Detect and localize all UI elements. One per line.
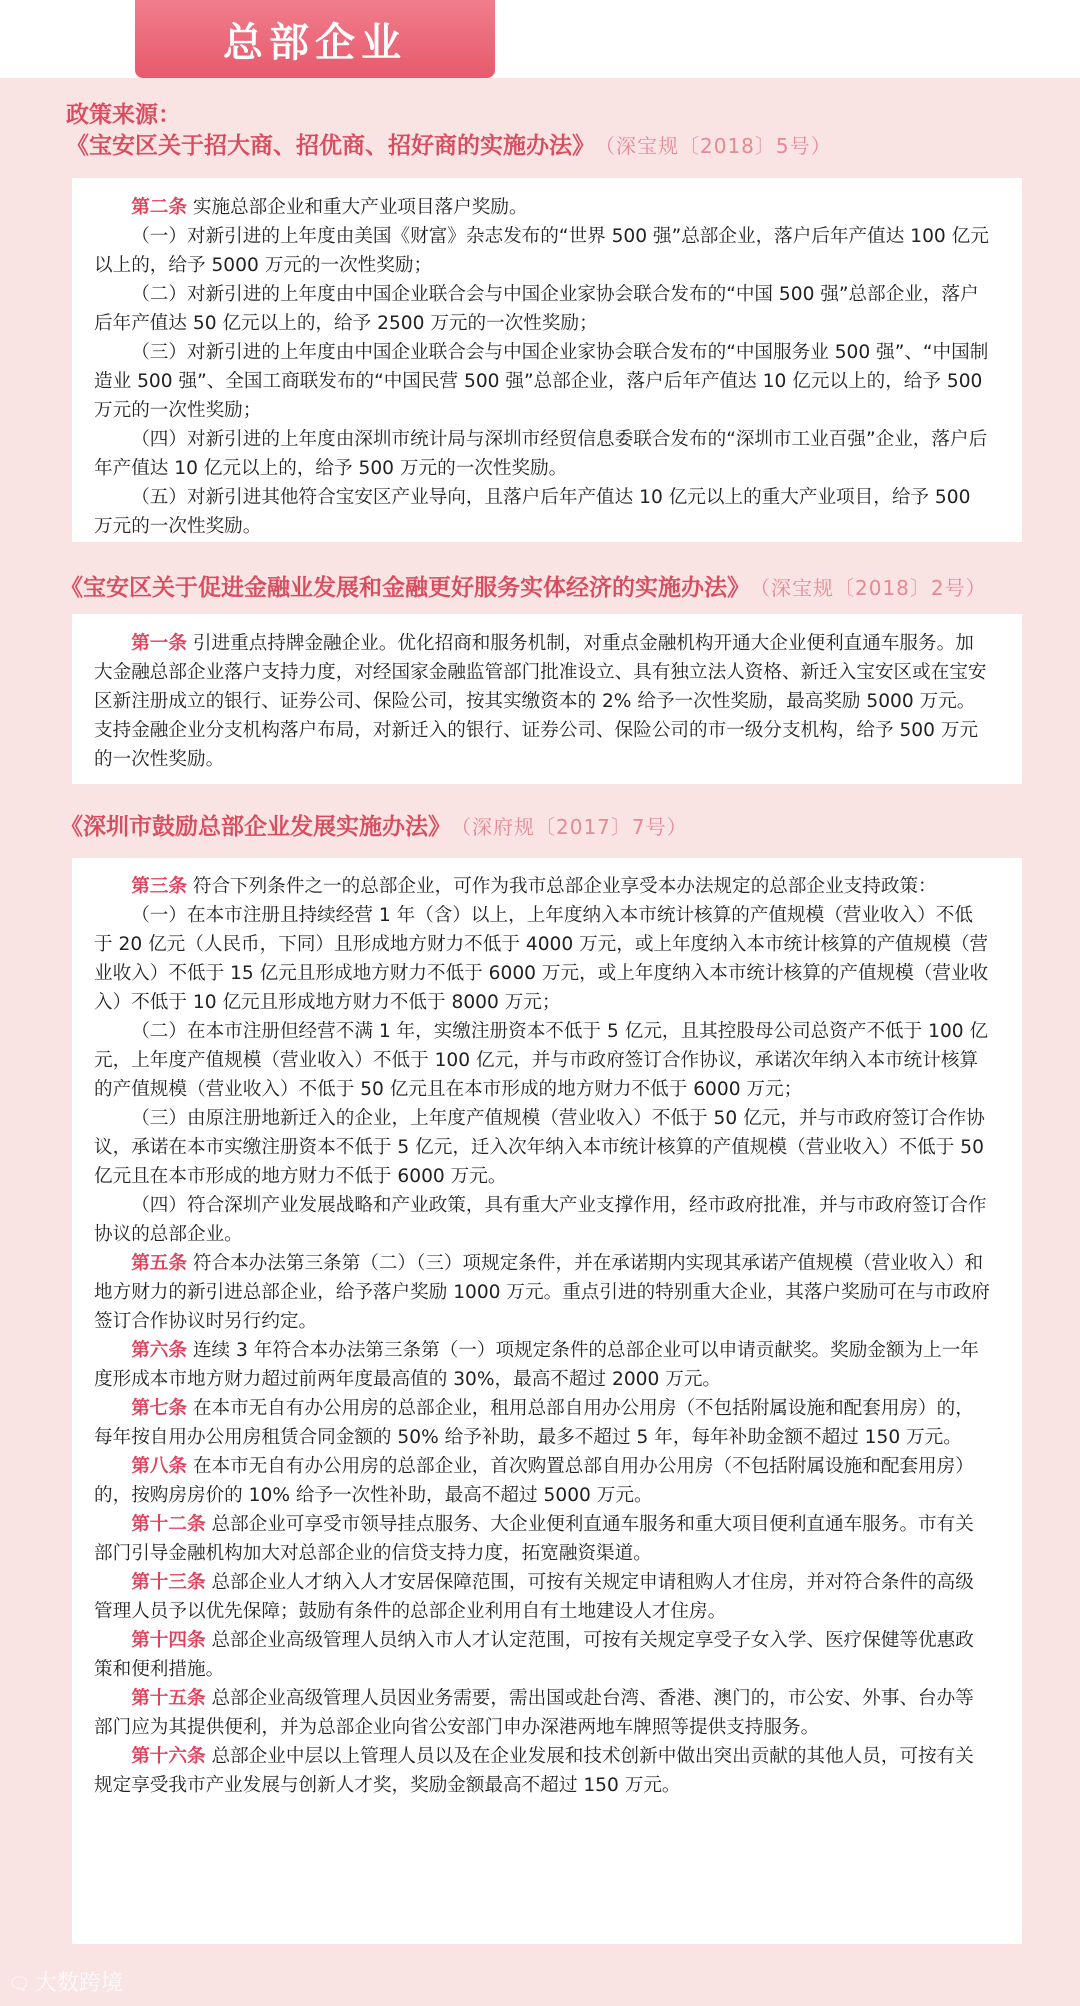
section-title: 《深圳市鼓励总部企业发展实施办法》 xyxy=(60,814,451,840)
clause-paragraph: （三）由原注册地新迁入的企业，上年度产值规模（营业收入）不低于 50 亿元，并与市政府签订合作协议，承诺在本市实缴注册资本不低于 5 亿元，迁入次年纳入本市统计核算的产值规模（营业收入）不低于 50 亿元且在本市形成的地方财力不低于 6000 万元。 xyxy=(94,1108,985,1187)
section-header-2 xyxy=(60,569,987,602)
section-doc-no: （深宝规〔2018〕2号） xyxy=(760,576,987,600)
article-paragraph xyxy=(94,1394,990,1452)
article-text: 在本市无自有办公用房的总部企业，租用总部自用办公用房（不包括附属设施和配套用房）的，每年按自用办公用房租赁合同金额的 50% 给予补助，最多不超过 5 年，每年补助金额不超过 150 万元。 xyxy=(94,1398,974,1448)
article-text: 总部企业可享受市领导挂点服务、大企业便利直通车服务和重大项目便利直通车服务。市有关部门引导金融机构加大对总部企业的信贷支持力度，拓宽融资渠道。 xyxy=(94,1514,974,1564)
article-paragraph xyxy=(94,1452,990,1510)
watermark-text: 大数跨境 xyxy=(34,1971,123,1996)
article-text: 总部企业高级管理人员纳入市人才认定范围，可按有关规定享受子女入学、医疗保健等优惠政策和便利措施。 xyxy=(94,1630,974,1680)
clause-paragraph: （五）对新引进其他符合宝安区产业导向，且落户后年产值达 10 亿元以上的重大产业项目，给予 500 万元的一次性奖励。 xyxy=(94,487,971,537)
article-number: 第十六条 xyxy=(131,1746,206,1767)
article-paragraph xyxy=(94,1742,990,1800)
section-doc-no: （深宝规〔2018〕5号） xyxy=(605,134,832,158)
section-header-1 xyxy=(66,127,832,160)
policy-label: 政策来源： xyxy=(66,102,181,128)
article-number: 第八条 xyxy=(131,1456,187,1477)
section-header-3 xyxy=(60,808,688,841)
clause-paragraph: （一）在本市注册且持续经营 1 年（含）以上，上年度纳入本市统计核算的产值规模（营业收入）不低于 20 亿元（人民币，下同）且形成地方财力不低于 4000 万元，或上年度纳入本市统计核算的产值规模（营业收入）不低于 15 亿元且形成地方财力不低于 6000 万元，或上年度纳入本市统计核算的产值规模（营业收入）不低于 10 亿元且形成地方财力不低于 8000 万元； xyxy=(94,905,989,1013)
article-text: 符合本办法第三条第（二）（三）项规定条件，并在承诺期内实现其承诺产值规模（营业收入）和地方财力的新引进总部企业，给予落户奖励 1000 万元。重点引进的特别重大企业，其落户奖励可在与市政府签订合作协议时另行约定。 xyxy=(94,1253,990,1332)
section-box-1 xyxy=(72,178,1022,542)
section-title: 《宝安区关于招大商、招优商、招好商的实施办法》 xyxy=(66,133,595,159)
article-text: 总部企业高级管理人员因业务需要，需出国或赴台湾、香港、澳门的，市公安、外事、台办等部门应为其提供便利，并为总部企业向省公安部门申办深港两地车牌照等提供支持服务。 xyxy=(94,1688,974,1738)
article-paragraph xyxy=(94,872,990,901)
article-number: 第十四条 xyxy=(131,1630,206,1651)
article-paragraph xyxy=(94,193,990,222)
article-paragraph xyxy=(94,1249,990,1336)
article-paragraph xyxy=(94,629,990,774)
section-doc-no: （深府规〔2017〕7号） xyxy=(461,815,688,839)
article-number: 第三条 xyxy=(131,876,187,897)
clause-paragraph: （三）对新引进的上年度由中国企业联合会与中国企业家协会联合发布的“中国服务业 500 强”、“中国制造业 500 强”、全国工商联发布的“中国民营 500 强”总部企业，落户后年产值达 10 亿元以上的，给予 500 万元的一次性奖励； xyxy=(94,342,989,421)
article-text: 总部企业中层以上管理人员以及在企业发展和技术创新中做出突出贡献的其他人员，可按有关规定享受我市产业发展与创新人才奖，奖励金额最高不超过 150 万元。 xyxy=(94,1746,974,1796)
article-paragraph xyxy=(94,1684,990,1742)
article-text: 连续 3 年符合本办法第三条第（一）项规定条件的总部企业可以申请贡献奖。奖励金额为上一年度形成本市地方财力超过前两年度最高值的 30%，最高不超过 2000 万元。 xyxy=(94,1340,979,1390)
article-number: 第七条 xyxy=(131,1398,187,1419)
article-number: 第六条 xyxy=(131,1340,187,1361)
article-number: 第十二条 xyxy=(131,1514,206,1535)
article-text: 总部企业人才纳入人才安居保障范围，可按有关规定申请租购人才住房，并对符合条件的高级管理人员予以优先保障；鼓励有条件的总部企业利用自有土地建设人才住房。 xyxy=(94,1572,974,1622)
clause-paragraph: （二）在本市注册但经营不满 1 年，实缴注册资本不低于 5 亿元，且其控股母公司总资产不低于 100 亿元，上年度产值规模（营业收入）不低于 100 亿元，并与市政府签订合作协议，承诺次年纳入本市统计核算的产值规模（营业收入）不低于 50 亿元且在本市形成的地方财力不低于 6000 万元； xyxy=(94,1021,989,1100)
watermark xyxy=(8,1966,123,1997)
article-number: 第二条 xyxy=(131,197,187,218)
clause-paragraph: （二）对新引进的上年度由中国企业联合会与中国企业家协会联合发布的“中国 500 强”总部企业，落户后年产值达 50 亿元以上的，给予 2500 万元的一次性奖励； xyxy=(94,284,979,334)
chat-bubble-icon: 🗨 xyxy=(8,1974,31,1995)
section-title: 《宝安区关于促进金融业发展和金融更好服务实体经济的实施办法》 xyxy=(60,575,750,601)
clause-paragraph: （一）对新引进的上年度由美国《财富》杂志发布的“世界 500 强”总部企业，落户后年产值达 100 亿元以上的，给予 5000 万元的一次性奖励； xyxy=(94,226,989,276)
article-text: 在本市无自有办公用房的总部企业，首次购置总部自用办公用房（不包括附属设施和配套用房）的，按购房房价的 10% 给予一次性补助，最高不超过 5000 万元。 xyxy=(94,1456,974,1506)
article-paragraph xyxy=(94,1510,990,1568)
article-paragraph xyxy=(94,1626,990,1684)
article-text: 引进重点持牌金融企业。优化招商和服务机制，对重点金融机构开通大企业便利直通车服务。加大金融总部企业落户支持力度，对经国家金融监管部门批准设立、具有独立法人资格、新迁入宝安区或在宝安区新注册成立的银行、证券公司、保险公司，按其实缴资本的 2% 给予一次性奖励，最高奖励 5000 万元。支持金融企业分支机构落户布局，对新迁入的银行、证券公司、保险公司的市一级分支机构，给予 500 万元的一次性奖励。 xyxy=(94,633,987,770)
clause-paragraph: （四）对新引进的上年度由深圳市统计局与深圳市经贸信息委联合发布的“深圳市工业百强”企业，落户后年产值达 10 亿元以上的，给予 500 万元的一次性奖励。 xyxy=(94,429,988,479)
article-number: 第十三条 xyxy=(131,1572,206,1593)
article-number: 第十五条 xyxy=(131,1688,206,1709)
section-box-2 xyxy=(72,614,1022,784)
article-text: 实施总部企业和重大产业项目落户奖励。 xyxy=(186,197,528,218)
section-box-3 xyxy=(72,858,1022,1944)
article-text: 符合下列条件之一的总部企业，可作为我市总部企业享受本办法规定的总部企业支持政策： xyxy=(186,876,937,897)
article-paragraph xyxy=(94,1568,990,1626)
article-paragraph xyxy=(94,1336,990,1394)
page-title: 总部企业 xyxy=(135,0,495,78)
article-number: 第一条 xyxy=(131,633,187,654)
clause-paragraph: （四）符合深圳产业发展战略和产业政策，具有重大产业支撑作用，经市政府批准，并与市政府签订合作协议的总部企业。 xyxy=(94,1195,987,1245)
article-number: 第五条 xyxy=(131,1253,187,1274)
